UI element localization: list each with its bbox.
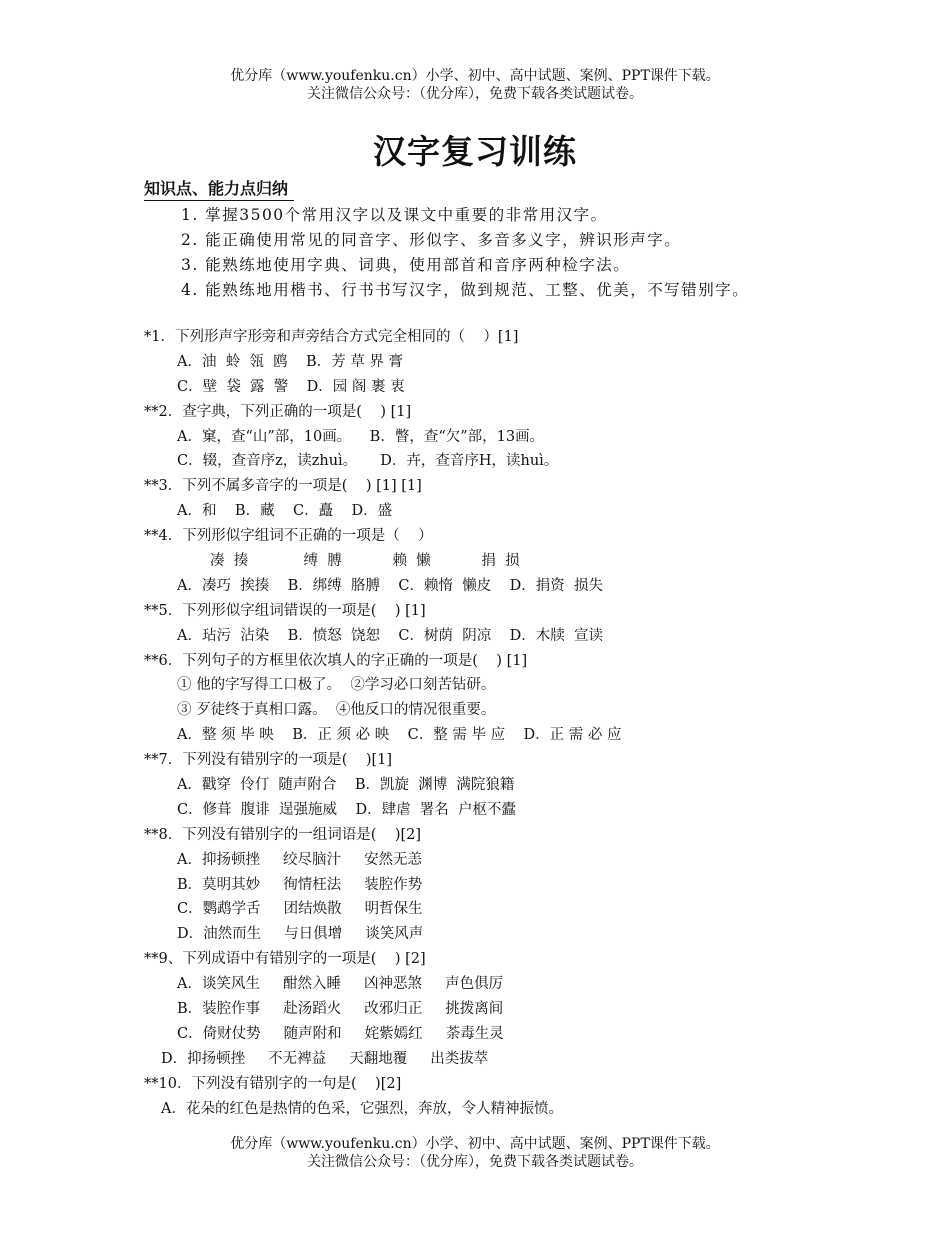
question-option-line: C．辍，查音序z，读zhuì。 D．卉，查音序H，读huì。 — [177, 453, 559, 470]
knowledge-point: 4. 能熟练地用楷书、行书书写汉字，做到规范、工整、优美，不写错别字。 — [181, 281, 750, 299]
document-title: 汉字复习训练 — [373, 132, 577, 171]
question-stem: **3．下列不属多音字的一项是( ) [1] [1] — [144, 478, 422, 495]
question-option-line: A．和 B．藏 C．矗 D．盛 — [177, 503, 393, 520]
question-option-line: A．油 蛉 瓴 鸥 B．芳 草 界 膏 — [177, 353, 404, 370]
footer-line-2: 关注微信公众号：（优分库），免费下载各类试题试卷。 — [307, 1154, 643, 1170]
question-option-line: D．抑扬顿挫 不无裨益 天翻地覆 出类拔萃 — [161, 1050, 489, 1067]
question-option-line: C．倚财仗势 随声附和 姹紫嫣红 荼毒生灵 — [177, 1025, 504, 1042]
question-stem: **2．查字典，下列正确的一项是( ) [1] — [144, 403, 412, 420]
question-option-line: A．花朵的红色是热情的色采，它强烈，奔放，令人精神振愤。 — [161, 1100, 563, 1117]
question-option-line: ③ 歹徒终于真相口露。 ④他反口的情况很重要。 — [177, 702, 496, 719]
page-header — [0, 67, 950, 103]
question-option-line: A．窠，查“山”部，10画。 B．瞥，查“欠”部，13画。 — [177, 428, 545, 445]
knowledge-point: 1. 掌握3500个常用汉字以及课文中重要的非常用汉字。 — [181, 206, 608, 224]
page-footer — [0, 1135, 950, 1171]
question-stem: **6．下列句子的方框里依次填人的字正确的一项是( ) [1] — [144, 652, 528, 669]
question-option-line: 凑 揍 缚 膊 赖 懒 捐 损 — [210, 553, 520, 570]
footer-line-1: 优分库（www.youfenku.cn）小学、初中、高中试题、案例、PPT课件下载。 — [230, 1136, 720, 1152]
question-option-line: A．整 须 毕 映 B．正 须 必 映 C．整 需 毕 应 D．正 需 必 应 — [177, 727, 622, 744]
questions-area — [144, 325, 934, 1122]
question-option-line: A．谈笑风生 酣然入睡 凶神恶煞 声色俱厉 — [177, 976, 504, 993]
question-option-line: B．莫明其妙 徇情枉法 装腔作势 — [177, 876, 423, 893]
question-option-line: A．抑扬顿挫 绞尽脑汁 安然无恙 — [177, 851, 423, 868]
question-stem: **5．下列形似字组词错误的一项是( ) [1] — [144, 602, 426, 619]
question-stem: *1．下列形声字形旁和声旁结合方式完全相同的（ ）[1] — [144, 329, 519, 345]
question-option-line: C．壁 袋 露 警 D．园 阁 裹 衷 — [177, 378, 405, 395]
knowledge-point: 3. 能熟练地使用字典、词典，使用部首和音序两种检字法。 — [181, 256, 631, 274]
question-option-line: C．修葺 腹诽 逞强施威 D．肆虐 署名 户枢不蠹 — [177, 801, 517, 818]
header-line-1: 优分库（www.youfenku.cn）小学、初中、高中试题、案例、PPT课件下载。 — [230, 68, 720, 84]
question-option-line: B．装腔作事 赴汤蹈火 改邪归正 挑拨离间 — [177, 1001, 504, 1018]
question-option-line: A．戳穿 伶仃 随声附合 B．凯旋 渊博 满院狼籍 — [177, 777, 515, 794]
question-stem: **8．下列没有错别字的一组词语是( )[2] — [144, 826, 422, 843]
question-stem: **9、下列成语中有错别字的一项是( ) [2] — [144, 951, 426, 968]
question-stem: **4．下列形似字组词不正确的一项是（ ） — [144, 528, 433, 545]
question-option-line: D．油然而生 与日俱增 谈笑风声 — [177, 926, 424, 943]
question-stem: **10．下列没有错别字的一句是( )[2] — [144, 1075, 402, 1092]
question-option-line: C．鹦鹉学舌 团结焕散 明哲保生 — [177, 901, 423, 918]
question-option-line: ① 他的字写得工口极了。 ②学习必口刻苦钻研。 — [177, 677, 496, 694]
knowledge-point: 2. 能正确使用常见的同音字、形似字、多音多义字，辨识形声字。 — [181, 231, 682, 249]
knowledge-points-list — [181, 203, 941, 303]
question-option-line: A．凑巧 挨揍 B．绑缚 胳膊 C．赖惰 懒皮 D．捐资 损失 — [177, 577, 604, 594]
section-heading: 知识点、能力点归纳 — [144, 178, 294, 201]
question-stem: **7．下列没有错别字的一项是( )[1] — [144, 752, 393, 769]
question-option-line: A．玷污 沾染 B．愤怒 饶恕 C．树荫 阴凉 D．木牍 宣读 — [177, 627, 604, 644]
header-line-2: 关注微信公众号：（优分库），免费下载各类试题试卷。 — [307, 86, 643, 102]
